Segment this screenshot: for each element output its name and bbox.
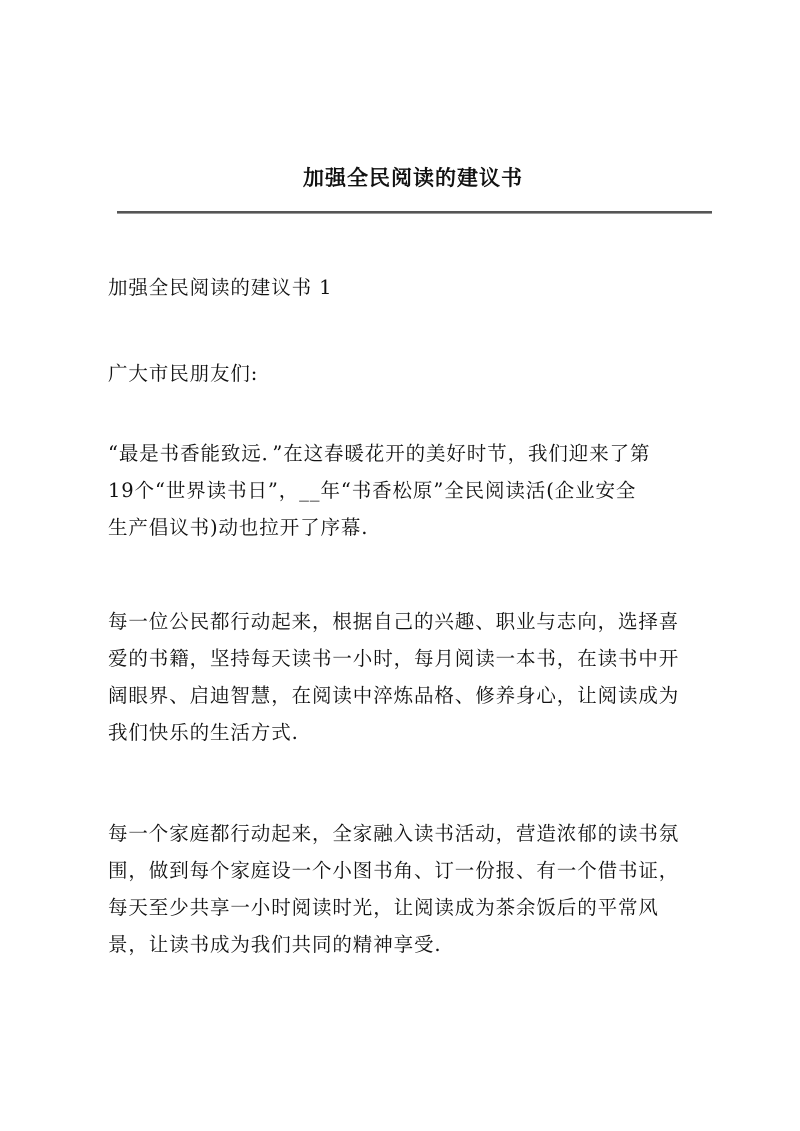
paragraph-line: 我们快乐的生活方式. (108, 721, 299, 744)
paragraph-line: 生产倡议书)动也拉开了序幕. (108, 516, 369, 539)
paragraph-line: 每一位公民都行动起来，根据自己的兴趣、职业与志向，选择喜 (108, 610, 680, 633)
salutation: 广大市民朋友们: (108, 362, 259, 385)
paragraph-line: 每一个家庭都行动起来，全家融入读书活动，营造浓郁的读书氛 (108, 822, 680, 845)
paragraph-line: “最是书香能致远．”在这春暖花开的美好时节，我们迎来了第 (108, 442, 651, 465)
paragraph-line: 景，让读书成为我们共同的精神享受. (108, 933, 442, 956)
paragraph-2 (108, 603, 708, 751)
paragraph-line: 每天至少共享一小时阅读时光，让阅读成为茶余饭后的平常风 (108, 896, 659, 919)
document-title: 加强全民阅读的建议书 (303, 165, 523, 190)
paragraph-line: 围，做到每个家庭设一个小图书角、订一份报、有一个借书证， (108, 859, 680, 882)
paragraph-line: 阔眼界、启迪智慧，在阅读中淬炼品格、修养身心，让阅读成为 (108, 684, 680, 707)
section-heading: 加强全民阅读的建议书 1 (108, 276, 333, 299)
paragraph-3 (108, 815, 708, 963)
paragraph-1 (108, 435, 708, 546)
paragraph-line: 爱的书籍，坚持每天读书一小时，每月阅读一本书，在读书中开 (108, 647, 680, 670)
paragraph-line: 19个“世界读书日”，__年“书香松原”全民阅读活(企业安全 (108, 479, 637, 502)
title-divider (117, 211, 712, 214)
